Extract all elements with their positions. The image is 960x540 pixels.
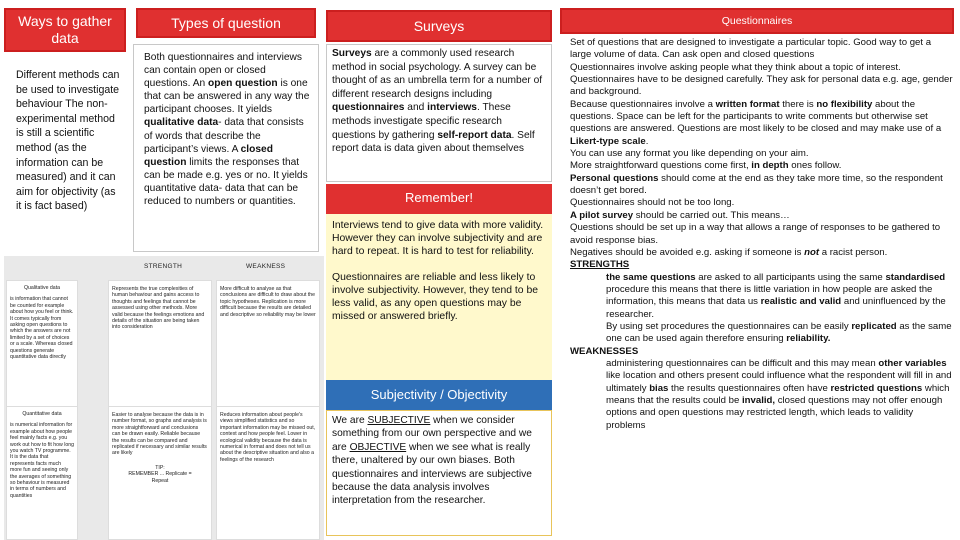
tip-line1: TIP: (155, 464, 165, 471)
quant-desc-cell (6, 406, 78, 540)
col-strength-header: STRENGTH (144, 263, 183, 270)
remember-p2: Questionnaires are reliable and less likely to involve subjectivity. However, they tend to be less valid, as any open questions may be missed or answered briefly. (332, 272, 538, 322)
questionnaires-panel (566, 36, 954, 538)
surveys-body: Surveys are a commonly used research method in social psychology. A survey can be thought of as an umbrella term for a number of different research designs including questionnaires and interviews. These methods investigate specific research questions by gathering self-report data. Self report data is data given about themselves (332, 48, 543, 155)
qual-desc: is information that cannot be counted for example about how you feel or think. It comes typically from asking open questions to which the answers are not limited by a set of choices or a scale. Whereas closed questions generate quantitative data directly (10, 296, 74, 361)
qual-strength-cell (108, 280, 212, 408)
strengths-heading: STRENGTHS (570, 259, 630, 271)
subjectivity-panel (326, 410, 552, 536)
surveys-header (326, 10, 552, 42)
tip-line2: REMEMBER ... Replicate = (128, 471, 192, 478)
ways-body: Different methods can be used to investigate behaviour The non-experimental method is still a scientific method (as the information can be measured) and it can aim for objectivity (as it is fact based) (16, 69, 120, 213)
quant-strength: Easier to analyse because the data is in number format, so graphs and analysis is more straightforward and conclusions can be drawn easily. Reliable because the results can be compared and replicated if necessary and similar results are likely (112, 412, 207, 457)
subjectivity-header (326, 380, 552, 410)
types-title: Types of question (171, 15, 281, 31)
surveys-panel (326, 44, 552, 182)
qual-label: Qualitative data (23, 285, 61, 291)
ways-header (4, 8, 126, 52)
tip-line3: Repeat (151, 477, 169, 484)
qual-weakness-cell (216, 280, 320, 408)
questionnaires-title: Questionnaires (721, 15, 793, 27)
quant-label: Quantitative data (22, 411, 62, 417)
ways-panel (8, 58, 128, 256)
remember-panel (326, 214, 552, 380)
ways-title: Ways to gather data (18, 13, 112, 46)
tip-box (112, 465, 208, 484)
quant-weakness-cell (216, 406, 320, 540)
remember-header (326, 184, 552, 214)
quant-desc: is numerical information for example about how people feel mainly facts e.g. you work out how to fit how long you watch TV programme. It is the data that represents facts much more fun and seeing only the averages of something so behaviour is measured in terms of numbers and quantities (10, 422, 75, 499)
types-body: Both questionnaires and interviews can contain open or closed questions. An open question is one that can be answered in any way the participant chooses. It yields qualitative data- data that consists of words that describe the participant’s views. A closed question limits the responses that can be made e.g. yes or no. It yields quantitative data- data that can be reduced to numbers or quantities. (144, 52, 310, 208)
col-weakness-header: WEAKNESS (246, 263, 286, 270)
remember-title: Remember! (405, 190, 473, 205)
quant-weakness: Reduces information about people's views simplified statistics and so important information may be missed out, context and how people feel. Lower in ecological validity because the data is numerical in format and does not tell us about the descriptive situation and also a feelings of the research (220, 412, 316, 463)
types-header (136, 8, 316, 38)
quant-strength-cell (108, 406, 212, 540)
data-types-table (4, 256, 324, 540)
subjectivity-title: Subjectivity / Objectivity (370, 387, 508, 402)
types-panel (133, 44, 319, 252)
questionnaires-header (560, 8, 954, 34)
subjectivity-body: We are SUBJECTIVE when we consider something from our own perspective and we are OBJECTIVE when we see what is really there, unaltered by our own biases. Both questionnaires and interviews are subjective because the data analysis involves interpretation from the researcher. (332, 415, 532, 507)
questionnaires-body: Set of questions that are designed to investigate a particular topic. Good way to get a large volume of data. Can ask open and closed questions Questionnaires involve asking people what they think about a topic of interest. Questionnaires have to be designed carefully. They ask for personal data e.g. age, gender and background. Because questionnaires involve a written format there is no flexibility about the questions. Space can be left for the participants to write comments but otherwise set questions are answered. Questions are most likely to be closed and may make use of a Likert-type scale. You can use any format you like depending on your aim. More straightforward questions come first, in depth ones follow. Personal questions should come at the end as they take more time, so the respondent doesn’t get bored. Questionnaires should not be too long. A pilot survey should be carried out. This means… Questions should be set up in a way that allows a range of responses to be gathered to avoid response bias. Negatives should be avoided e.g. asking if someone is not a racist person. STRENGTHS the same questions are asked to all participants using the same standardised procedure this means that there is little variation in how people are asked the information, this means that data us realistic and valid and uninfluenced by the researcher. By using set procedures the questionnaires can be easily replicated as the same one can be used again therefore ensuring reliability. WEAKNESSES administering questionnaires can be difficult and this may mean other variables like location and others present could influence what the respondent will fill in and ultimately bias the results questionnaires often have restricted questions which means that the results could be invalid, closed questions may not offer enough options and open questions may restricted length, which leads to validity problems (570, 37, 953, 431)
qual-strength: Represents the true complexities of human behaviour and gains access to thoughts and feelings that cannot be assessed using other methods. More valid because the feelings emotions and details of the situation are being taken into consideration (112, 286, 205, 331)
surveys-title: Surveys (413, 18, 465, 34)
weaknesses-heading: WEAKNESSES (570, 345, 639, 357)
qual-weakness: More difficult to analyse as that conclusions are difficult to draw about the topic hypotheses. Replication is more difficult because the results are detailed and descriptive so reliability may be lower (220, 286, 316, 318)
remember-p1: Interviews tend to give data with more validity. However they can involve subjectivity and are hard to repeat. It is hard to test for reliability. (332, 220, 544, 257)
qual-desc-cell (6, 280, 78, 408)
